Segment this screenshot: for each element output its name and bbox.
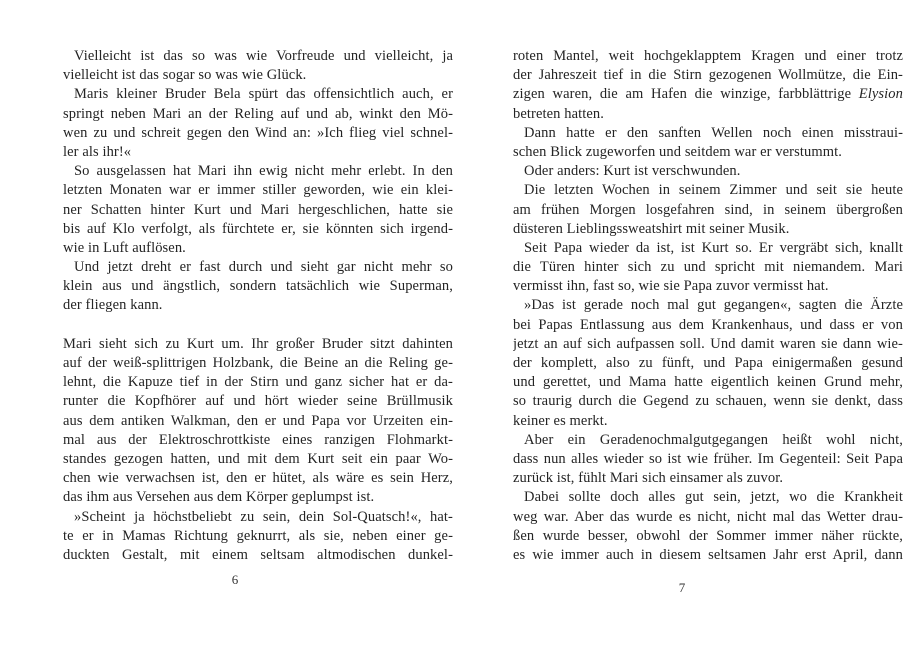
text-line: jetzt an auf sich aufpassen soll. Und damit waren sie dann wie- xyxy=(513,335,903,352)
text-line: Aber ein Geradenochmalgutgegangen heißt wohl nicht, xyxy=(524,431,903,448)
text-line: So ausgelassen hat Mari ihn ewig nicht mehr erlebt. In den xyxy=(74,163,453,180)
italic-text: Elysion xyxy=(858,86,903,103)
text-line: wen zu und schreit gegen den Wind an: »Ich flieg viel schnel- xyxy=(63,124,453,141)
text-line: der komplett, also zu fünft, und Papa einigermaßen gesund xyxy=(513,355,903,371)
text-line: duckten Gestalt, mit einem seltsam altmodischen dunkel- xyxy=(63,546,453,563)
text-line: und gerettet, und Mama hatte eigentlich keinen Grund mehr, xyxy=(513,374,903,391)
text-line: standes gezogen hatten, und mit dem Kurt seit ein paar Wo- xyxy=(63,450,453,467)
text-line: das ihm aus Versehen aus dem Körper geplumpst ist. xyxy=(63,489,375,506)
text-line: Oder anders: Kurt ist verschwunden. xyxy=(524,163,741,180)
text-line: ner Schatten hinter Kurt und Mari hergeschlichen, hatte sie xyxy=(63,201,453,218)
text-line: roten Mantel, weit hochgeklapptem Kragen und einer trotz xyxy=(513,48,903,64)
text-line: auf der weiß-splittrigen Holzbank, die Beine an die Reling ge- xyxy=(63,355,453,371)
text-line: wie in Luft auflösen. xyxy=(63,239,186,256)
text-line: Dabei sollte doch alles gut sein, jetzt, wo die Krankheit xyxy=(524,489,903,506)
text-line: bei Papas Entlassung aus dem Krankenhaus, und dass er von xyxy=(513,316,903,333)
text-line: vermisst ihn, fast so, wie sie Papa zuvor vermisst hat. xyxy=(513,278,829,295)
text-line: Mari sieht sich zu Kurt um. Ihr großer Bruder sitzt dahinten xyxy=(63,335,453,352)
text-line: die Türen hinter sich zu und spricht mit niemandem. Mari xyxy=(513,259,903,276)
right-page-number: 7 xyxy=(678,580,686,595)
text-line: weg war. Aber das wurde es nicht, nicht mal das Wetter drau- xyxy=(513,508,903,525)
text-line: mal aus der Elektroschrottkiste eines ranzigen Flohmarkt- xyxy=(63,431,453,448)
text-line: lehnt, die Kapuze tief in der Stirn und ganz sicher hat er da- xyxy=(63,374,453,391)
text-line: letzten Monaten war er immer stiller geworden, wie ein klei- xyxy=(63,182,453,199)
text-line: Vielleicht ist das so was wie Vorfreude und vielleicht, ja xyxy=(74,48,453,64)
text-line: »Das ist gerade noch mal gut gegangen«, sagten die Ärzte xyxy=(524,297,903,314)
text-line: klein aus und ängstlich, sondern tatsächlich wie Superman, xyxy=(63,278,453,295)
text-line: der Jahreszeit tief in die Stirn gezogenen Wollmütze, die Ein- xyxy=(513,67,903,84)
text-line: Seit Papa wieder da ist, ist Kurt so. Er vergräbt sich, knallt xyxy=(524,239,903,256)
text-line: Die letzten Wochen in seinem Zimmer und seit sie heute xyxy=(524,182,903,199)
text-line: Und jetzt dreht er fast durch und sieht gar nicht mehr so xyxy=(74,259,453,276)
text-line: te er in Mamas Richtung geknurrt, als sie, neben einer ge- xyxy=(63,527,453,544)
text-line: Maris kleiner Bruder Bela spürt das offensichtlich auch, er xyxy=(74,86,453,103)
text-line: runter die Kopfhörer auf und hört wieder seine Brüllmusik xyxy=(63,393,453,410)
left-page-text-block xyxy=(63,47,453,565)
text-line: bis auf Klo verfolgt, als fürchtete er, sie könnten sich irgend- xyxy=(63,220,453,237)
text-line: vielleicht ist das sogar so was wie Glück. xyxy=(63,67,307,84)
text-line: ler als ihr!« xyxy=(63,143,132,160)
text-line: »Scheint ja höchstbeliebt zu sein, dein Sol-Quatsch!«, hat- xyxy=(74,508,453,525)
text-line: am frühen Morgen losgefahren sind, in seinem übergroßen xyxy=(513,201,903,218)
text-line: düsteren Lieblingssweatshirt mit seiner Musik. xyxy=(513,220,790,237)
text-line: ßen wurde besser, obwohl der Sommer immer näher rückte, xyxy=(513,527,903,544)
text-line: betreten hatten. xyxy=(513,105,604,122)
text-line: so traurig durch die Gegend zu schauen, wenn sie denkt, dass xyxy=(513,393,903,410)
text-line: der fliegen kann. xyxy=(63,297,163,314)
blank-line xyxy=(63,316,453,335)
left-page-number: 6 xyxy=(231,572,239,587)
text-line: springt neben Mari an der Reling auf und ab, winkt den Mö- xyxy=(63,105,453,122)
text-line: es wie immer auch in diesem seltsamen Jahr erst April, dann xyxy=(513,546,903,563)
text-line: keiner es merkt. xyxy=(513,412,608,429)
text-line: dass nun alles wieder so ist wie früher. Im Gegenteil: Seit Papa xyxy=(513,450,903,467)
text-line: zigen waren, die am Hafen die winzige, farbblättrige Elysion xyxy=(513,86,903,103)
text-line: aus dem antiken Walkman, den er und Papa vor Urzeiten ein- xyxy=(63,412,453,429)
right-page-text-block xyxy=(513,47,903,565)
text-line: zurück ist, fühlt Mari sich einsamer als zuvor. xyxy=(513,470,784,487)
text-line: chen wie verwachsen ist, den er hütet, als wäre es sein Herz, xyxy=(63,470,453,487)
text-line: Dann hatte er den sanften Wellen noch einen misstraui- xyxy=(524,124,903,141)
text-line: schen Blick zugeworfen und seitdem war er verstummt. xyxy=(513,143,842,160)
